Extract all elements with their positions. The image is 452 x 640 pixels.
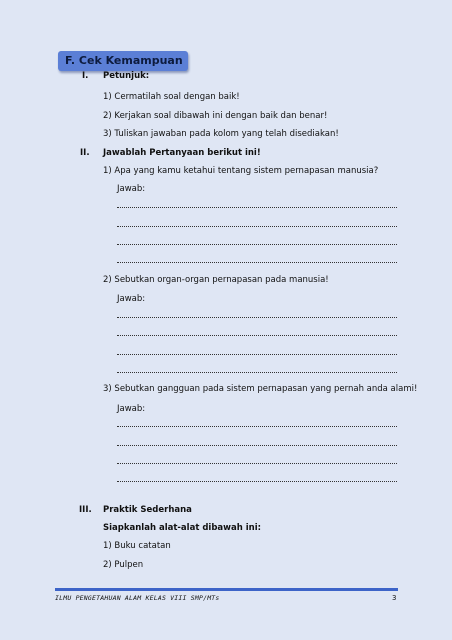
part2-heading: Jawablah Pertanyaan berikut ini! (103, 148, 261, 158)
section-title: F. Cek Kemampuan (65, 54, 183, 67)
question-2-answer-line (117, 372, 397, 373)
part3-item-1: 1) Buku catatan (103, 541, 171, 551)
question-2-answer-label: Jawab: (117, 294, 146, 304)
question-1-answer-line (117, 262, 397, 263)
part1-item-1: 1) Cermatilah soal dengan baik! (103, 92, 240, 102)
part2-numeral: II. (80, 148, 90, 158)
question-1-answer-line (117, 207, 397, 208)
question-1-answer-line (117, 244, 397, 245)
part3-heading: Praktik Sederhana (103, 505, 192, 515)
part3-item-2: 2) Pulpen (103, 560, 144, 570)
question-2-answer-line (117, 317, 397, 318)
page-number: 3 (392, 594, 397, 602)
part1-numeral: I. (82, 71, 89, 81)
footer-title: ILMU PENGETAHUAN ALAM KELAS VIII SMP/MTs (55, 594, 220, 602)
question-2-answer-line (117, 335, 397, 336)
part1-item-2: 2) Kerjakan soal dibawah ini dengan baik dan benar! (103, 111, 328, 121)
footer-divider (55, 588, 398, 591)
question-3-answer-line (117, 463, 397, 464)
question-3-answer-line (117, 481, 397, 482)
part1-item-3: 3) Tuliskan jawaban pada kolom yang telah disediakan! (103, 129, 339, 139)
question-1: 1) Apa yang kamu ketahui tentang sistem pernapasan manusia? (103, 166, 379, 176)
question-2: 2) Sebutkan organ-organ pernapasan pada manusia! (103, 275, 329, 285)
question-3-answer-line (117, 426, 397, 427)
part1-heading: Petunjuk: (103, 71, 150, 81)
question-3-answer-line (117, 445, 397, 446)
question-1-answer-line (117, 226, 397, 227)
part3-subheading: Siapkanlah alat-alat dibawah ini: (103, 523, 262, 533)
question-2-answer-line (117, 354, 397, 355)
question-3-answer-label: Jawab: (117, 404, 146, 414)
part3-numeral: III. (79, 505, 92, 515)
section-title-badge (58, 51, 188, 71)
question-3: 3) Sebutkan gangguan pada sistem pernapasan yang pernah anda alami! (103, 384, 418, 394)
question-1-answer-label: Jawab: (117, 184, 146, 194)
